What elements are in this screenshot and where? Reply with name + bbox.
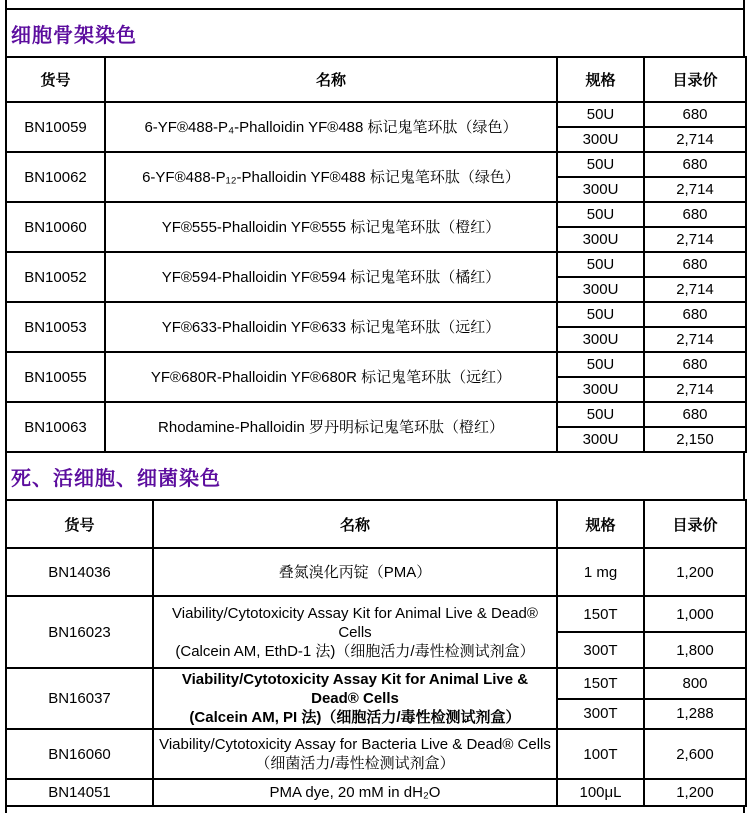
product-name-cell <box>105 352 557 402</box>
bottom-frame-stub <box>5 807 745 813</box>
product-name-line: (Calcein AM, EthD-1 法)（细胞活力/毒性检测试剂盒） <box>175 642 535 660</box>
product-name-cell <box>153 596 557 668</box>
price-cell: 1,200 <box>644 779 746 806</box>
catalog-number-cell: BN14051 <box>6 779 153 806</box>
product-name-line: 6-YF®488-P₁₂-Phalloidin YF®488 标记鬼笔环肽（绿色） <box>142 168 520 186</box>
spec-cell: 300U <box>557 427 644 452</box>
spec-cell: 300U <box>557 277 644 302</box>
column-header-spec: 规格 <box>557 500 644 548</box>
spec-cell: 50U <box>557 352 644 377</box>
product-name-line: Rhodamine-Phalloidin 罗丹明标记鬼笔环肽（橙红） <box>158 418 504 436</box>
spec-cell: 300U <box>557 377 644 402</box>
catalog-number-cell: BN10055 <box>6 352 105 402</box>
price-cell: 2,714 <box>644 327 746 352</box>
catalog-number-cell: BN10053 <box>6 302 105 352</box>
price-cell: 2,714 <box>644 277 746 302</box>
product-name-line: Viability/Cytotoxicity Assay Kit for Animal Live & Dead® Cells <box>181 671 529 707</box>
product-name-line: (Calcein AM, PI 法)（细胞活力/毒性检测试剂盒） <box>189 709 521 726</box>
product-row <box>6 152 746 177</box>
product-name-line: YF®555-Phalloidin YF®555 标记鬼笔环肽（橙红） <box>161 218 501 236</box>
spec-cell: 300U <box>557 177 644 202</box>
catalog-number-cell: BN16037 <box>6 668 153 729</box>
spec-cell: 300T <box>557 699 644 730</box>
section-title-live-dead-staining: 死、活细胞、细菌染色 <box>5 453 745 499</box>
catalog-number-cell: BN10060 <box>6 202 105 252</box>
price-cell: 680 <box>644 152 746 177</box>
product-name-line: YF®680R-Phalloidin YF®680R 标记鬼笔环肽（远红） <box>150 368 512 386</box>
price-cell: 1,800 <box>644 632 746 668</box>
price-cell: 1,000 <box>644 596 746 632</box>
price-cell: 680 <box>644 302 746 327</box>
price-cell: 1,288 <box>644 699 746 730</box>
product-name-cell <box>153 779 557 806</box>
product-row <box>6 402 746 427</box>
spec-cell: 50U <box>557 202 644 227</box>
price-cell: 680 <box>644 352 746 377</box>
spec-cell: 1 mg <box>557 548 644 596</box>
product-name-cell <box>105 302 557 352</box>
product-name-cell <box>105 152 557 202</box>
price-table-live-dead <box>5 499 747 807</box>
column-header-spec: 规格 <box>557 57 644 102</box>
product-row <box>6 779 746 806</box>
column-header-product-name: 名称 <box>153 500 557 548</box>
spec-cell: 150T <box>557 668 644 699</box>
product-name-line: YF®594-Phalloidin YF®594 标记鬼笔环肽（橘红） <box>161 268 501 286</box>
spec-cell: 50U <box>557 252 644 277</box>
column-header-list-price: 目录价 <box>644 57 746 102</box>
product-name-cell <box>153 548 557 596</box>
catalog-number-cell: BN10052 <box>6 252 105 302</box>
spec-cell: 300T <box>557 632 644 668</box>
catalog-number-cell: BN14036 <box>6 548 153 596</box>
price-cell: 680 <box>644 202 746 227</box>
column-header-product-name: 名称 <box>105 57 557 102</box>
price-cell: 800 <box>644 668 746 699</box>
price-cell: 680 <box>644 402 746 427</box>
product-name-cell <box>105 102 557 152</box>
price-cell: 2,714 <box>644 127 746 152</box>
product-row <box>6 668 746 699</box>
product-name-line: Viability/Cytotoxicity Assay for Bacteria Live & Dead® Cells <box>159 736 551 753</box>
product-row <box>6 548 746 596</box>
spec-cell: 50U <box>557 102 644 127</box>
spec-cell: 100T <box>557 729 644 779</box>
product-row <box>6 596 746 632</box>
spec-cell: 50U <box>557 302 644 327</box>
header-row <box>6 500 746 548</box>
product-row <box>6 352 746 377</box>
price-cell: 2,150 <box>644 427 746 452</box>
product-row <box>6 302 746 327</box>
price-cell: 680 <box>644 252 746 277</box>
spec-cell: 300U <box>557 127 644 152</box>
product-name-cell <box>105 402 557 452</box>
product-name-line: 叠氮溴化丙锭（PMA） <box>278 563 432 581</box>
product-name-line: PMA dye, 20 mM in dH₂O <box>269 784 441 801</box>
column-header-catalog-number: 货号 <box>6 500 153 548</box>
product-row <box>6 729 746 779</box>
catalog-number-cell: BN16060 <box>6 729 153 779</box>
price-cell: 2,714 <box>644 227 746 252</box>
column-header-list-price: 目录价 <box>644 500 746 548</box>
spec-cell: 300U <box>557 227 644 252</box>
price-cell: 2,714 <box>644 377 746 402</box>
spec-cell: 100μL <box>557 779 644 806</box>
price-cell: 1,200 <box>644 548 746 596</box>
product-name-cell <box>153 729 557 779</box>
product-row <box>6 202 746 227</box>
section-title-cytoskeleton-staining: 细胞骨架染色 <box>5 8 745 56</box>
price-table-cytoskeleton <box>5 56 747 453</box>
product-name-line: 6-YF®488-P₄-Phalloidin YF®488 标记鬼笔环肽（绿色） <box>144 118 518 136</box>
product-row <box>6 102 746 127</box>
price-cell: 2,714 <box>644 177 746 202</box>
product-name-line: （细菌活力/毒性检测试剂盒） <box>255 755 455 772</box>
header-row <box>6 57 746 102</box>
catalog-number-cell: BN10059 <box>6 102 105 152</box>
column-header-catalog-number: 货号 <box>6 57 105 102</box>
product-name-cell <box>105 202 557 252</box>
catalog-frame <box>5 0 745 813</box>
top-frame-stub <box>5 0 745 8</box>
product-name-line: YF®633-Phalloidin YF®633 标记鬼笔环肽（远红） <box>161 318 501 336</box>
product-name-cell <box>105 252 557 302</box>
spec-cell: 50U <box>557 402 644 427</box>
product-name-line: Viability/Cytotoxicity Assay Kit for Animal Live & Dead® Cells <box>172 604 538 641</box>
spec-cell: 300U <box>557 327 644 352</box>
price-cell: 680 <box>644 102 746 127</box>
catalog-number-cell: BN10063 <box>6 402 105 452</box>
spec-cell: 50U <box>557 152 644 177</box>
catalog-number-cell: BN16023 <box>6 596 153 668</box>
price-cell: 2,600 <box>644 729 746 779</box>
catalog-number-cell: BN10062 <box>6 152 105 202</box>
spec-cell: 150T <box>557 596 644 632</box>
product-name-cell <box>153 668 557 729</box>
product-row <box>6 252 746 277</box>
